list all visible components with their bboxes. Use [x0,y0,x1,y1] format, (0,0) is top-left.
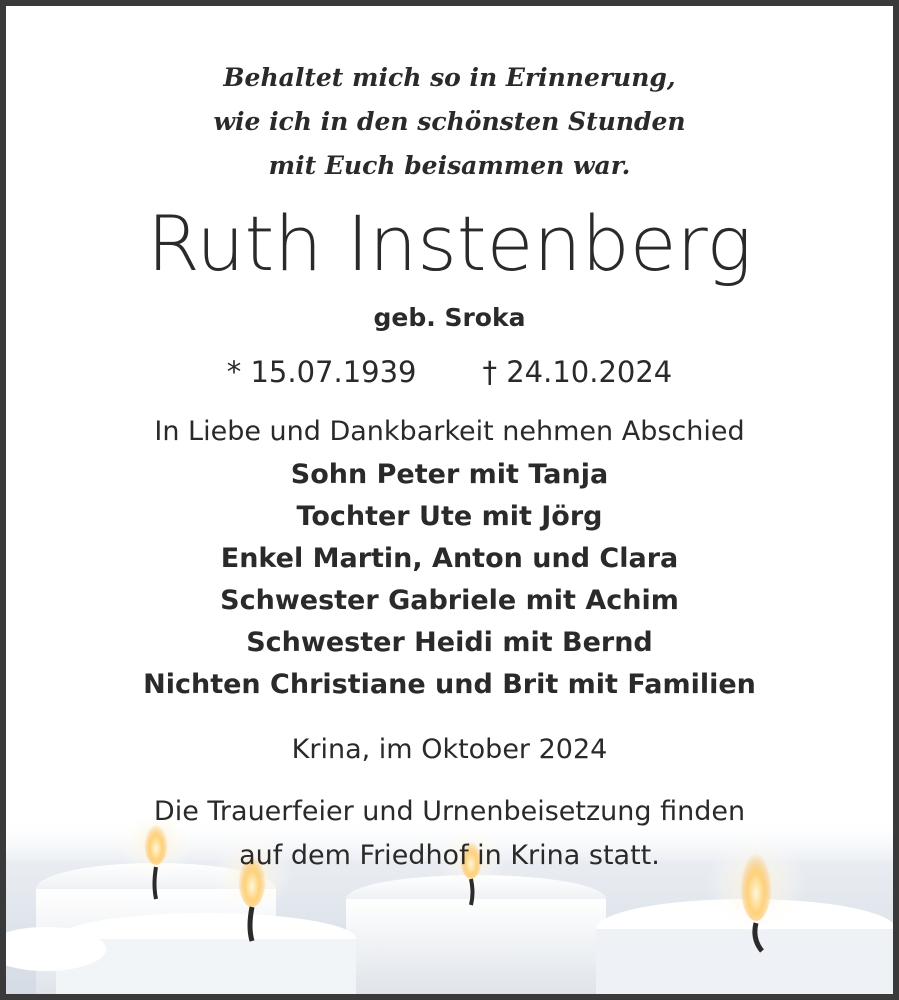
ceremony-line: auf dem Friedhof in Krina statt. [239,840,660,871]
quote-line: Behaltet mich so in Erinnerung, [223,63,676,92]
mourner-line: Schwester Heidi mit Bernd [246,627,653,658]
birth-date: * 15.07.1939 [226,355,417,389]
mourner-line: Schwester Gabriele mit Achim [220,585,679,616]
mourners-intro: In Liebe und Dankbarkeit nehmen Abschied [154,416,745,447]
memorial-quote [6,56,893,188]
quote-line: wie ich in den schönsten Stunden [213,107,686,136]
place-and-date: Krina, im Oktober 2024 [291,734,608,765]
mourner-line: Sohn Peter mit Tanja [290,459,609,490]
mourner-line: Enkel Martin, Anton und Clara [220,543,679,574]
life-dates [6,350,893,394]
mourner-line: Tochter Ute mit Jörg [296,501,603,532]
mourners-list [6,454,893,706]
ceremony-line: Die Trauerfeier und Urnenbeisetzung finden [153,796,746,827]
quote-line: mit Euch beisammen war. [268,151,631,180]
deceased-name: Ruth Instenberg [146,199,753,288]
birth-name: geb. Sroka [373,303,526,332]
mourner-line: Nichten Christiane und Brit mit Familien [143,669,756,700]
ceremony-info [6,790,893,878]
death-date: † 24.10.2024 [482,355,673,389]
